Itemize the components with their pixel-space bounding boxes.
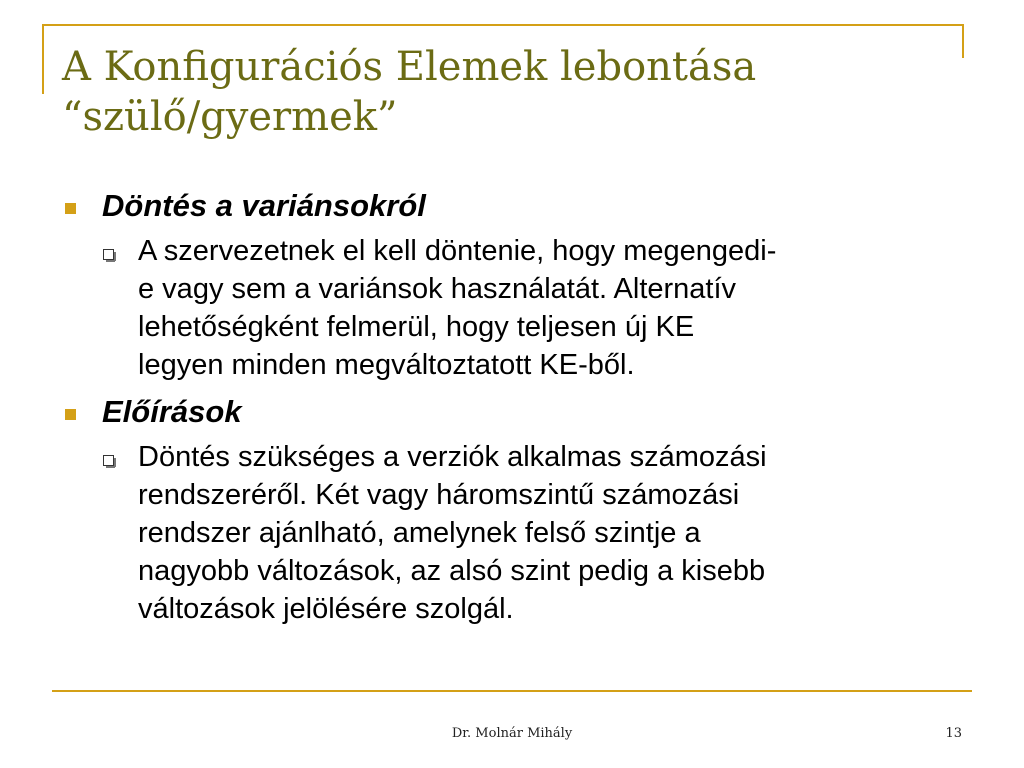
slide-title-line-1: A Konfigurációs Elemek lebontása (62, 44, 757, 90)
footer-rule (52, 690, 972, 692)
hollow-square-bullet-icon (103, 249, 114, 260)
slide-title-line-2: “szülő/gyermek” (62, 94, 398, 140)
bullet-item-version-numbering (62, 438, 958, 628)
bullet-line: rendszeréről. Két vagy háromszintű számozási (138, 479, 740, 511)
bullet-line: rendszer ajánlható, amelynek felső szintje a (138, 517, 701, 549)
section-heading-text: Döntés a variánsokról (102, 188, 426, 223)
section-heading-text: Előírások (102, 394, 242, 429)
page-number: 13 (945, 726, 962, 741)
title-frame-right-rule (962, 24, 964, 58)
square-bullet-icon (65, 409, 76, 420)
bullet-line: nagyobb változások, az alsó szint pedig a kisebb (138, 555, 766, 587)
bullet-line: legyen minden megváltoztatott KE-ből. (138, 349, 635, 381)
section-heading-variants (62, 186, 962, 226)
bullet-line: változások jelölésére szolgál. (138, 593, 514, 625)
bullet-line: lehetőségként felmerül, hogy teljesen új KE (138, 311, 695, 343)
bullet-line: A szervezetnek el kell döntenie, hogy megengedi- (138, 235, 777, 267)
slide-body (62, 186, 962, 636)
hollow-square-bullet-icon (103, 455, 114, 466)
bullet-line: e vagy sem a variánsok használatát. Alternatív (138, 273, 737, 305)
title-frame-top-rule (42, 24, 964, 26)
bullet-item-variants-decision (62, 232, 958, 384)
footer-author: Dr. Molnár Mihály (451, 726, 573, 741)
square-bullet-icon (65, 203, 76, 214)
bullet-line: Döntés szükséges a verziók alkalmas számozási (138, 441, 767, 473)
section-heading-rules (62, 392, 962, 432)
title-frame-left-rule (42, 24, 44, 94)
slide-title (62, 42, 962, 142)
